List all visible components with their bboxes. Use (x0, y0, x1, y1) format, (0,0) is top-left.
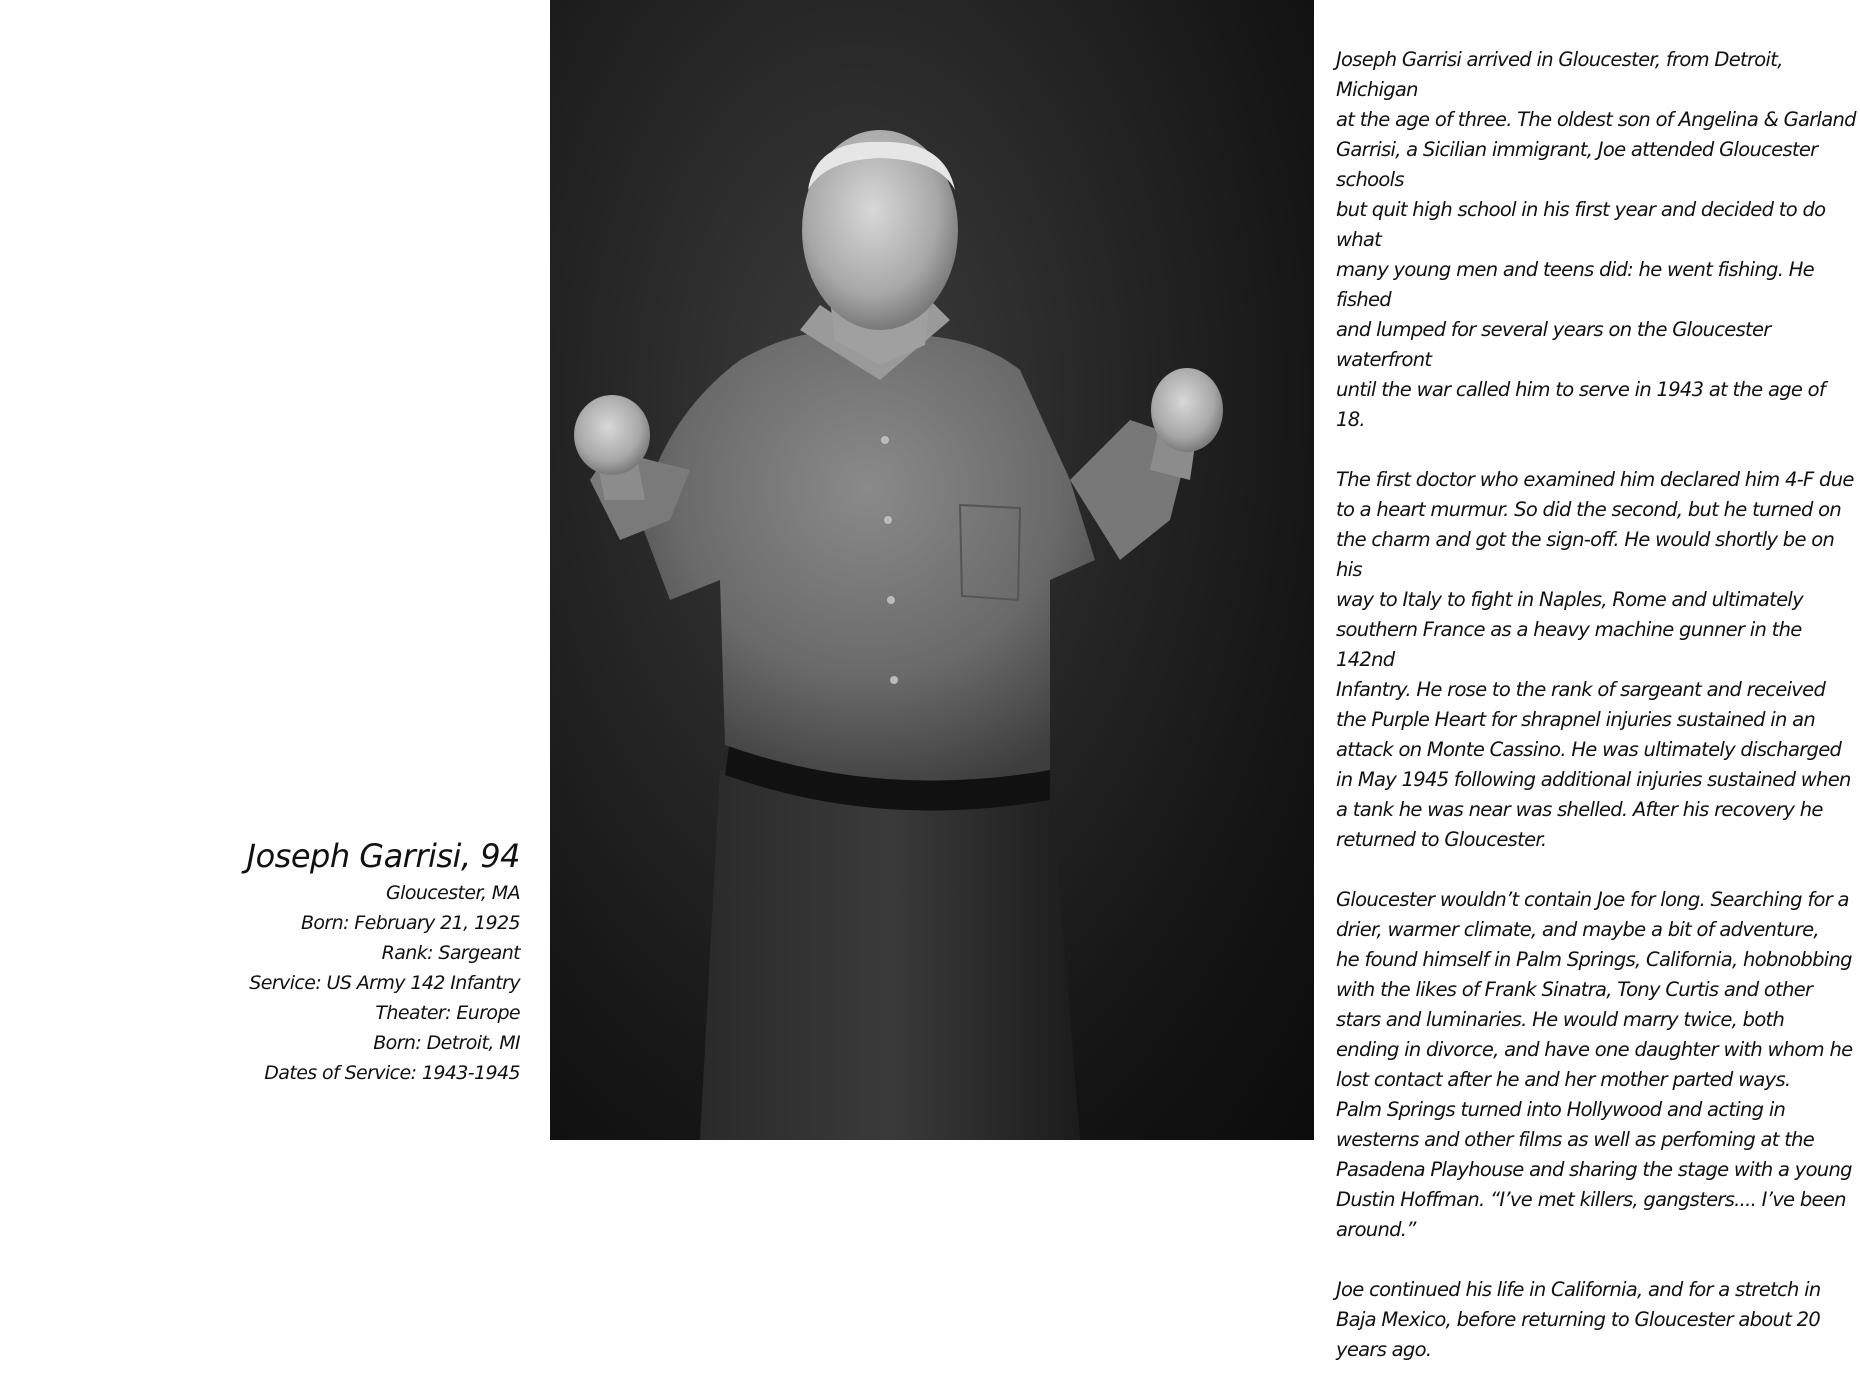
subject-detail-theater: Theater: Europe (375, 1002, 520, 1024)
subject-detail-dates: Dates of Service: 1943-1945 (264, 1062, 520, 1084)
biography-paragraph: Joe continued his life in California, and for a stretch in Baja Mexico, before returning to Gloucester about 20 years ago. (1336, 1278, 1821, 1361)
biography-text (1336, 45, 1856, 1395)
portrait-photo (550, 0, 1314, 1140)
subject-caption (220, 836, 520, 1088)
trousers (700, 770, 1080, 1140)
subject-name: Joseph Garrisi, 94 (246, 837, 520, 875)
biography-paragraph: Gloucester wouldn’t contain Joe for long. Searching for a drier, warmer climate, and maybe a bit of adventure, he found himself in Palm Springs, California, hobnobbing with the likes of Frank Sinatra, Tony Curtis and other stars and luminaries. He would marry twice, both ending in divorce, and have one daughter with whom he lost contact after he and her mother parted ways. Palm Springs turned into Hollywood and acting in westerns and other films as well as perfoming at the Pasadena Playhouse and sharing the stage with a young Dustin Hoffman. “I’ve met killers, gangsters.... I’ve been around.” (1336, 888, 1853, 1241)
left-fist (574, 395, 650, 475)
subject-detail-location: Gloucester, MA (386, 882, 520, 904)
portrait-figure (550, 0, 1314, 1140)
right-fist (1151, 368, 1223, 452)
biography-paragraph: Joseph Garrisi arrived in Gloucester, from Detroit, Michigan at the age of three. The oldest son of Angelina & Garland Garrisi, a Sicilian immigrant, Joe attended Gloucester schools but quit high school in his first year and decided to do what many young men and teens did: he went fishing. He fished and lumped for several years on the Gloucester waterfront until the war called him to serve in 1943 at the age of 18. (1336, 48, 1856, 431)
subject-detail-birthdate: Born: February 21, 1925 (300, 912, 520, 934)
shirt (640, 331, 1095, 781)
subject-detail-birthplace: Born: Detroit, MI (373, 1032, 520, 1054)
biography-paragraph: The first doctor who examined him declared him 4-F due to a heart murmur. So did the second, but he turned on the charm and got the sign-off. He would shortly be on his way to Italy to fight in Naples, Rome and ultimately southern France as a heavy machine gunner in the 142nd Infantry. He rose to the rank of sargeant and received the Purple Heart for shrapnel injuries sustained in an attack on Monte Cassino. He was ultimately discharged in May 1945 following additional injuries sustained when a tank he was near was shelled. After his recovery he returned to Gloucester. (1336, 468, 1854, 851)
subject-detail-rank: Rank: Sargeant (381, 942, 520, 964)
subject-detail-service: Service: US Army 142 Infantry (249, 972, 520, 994)
